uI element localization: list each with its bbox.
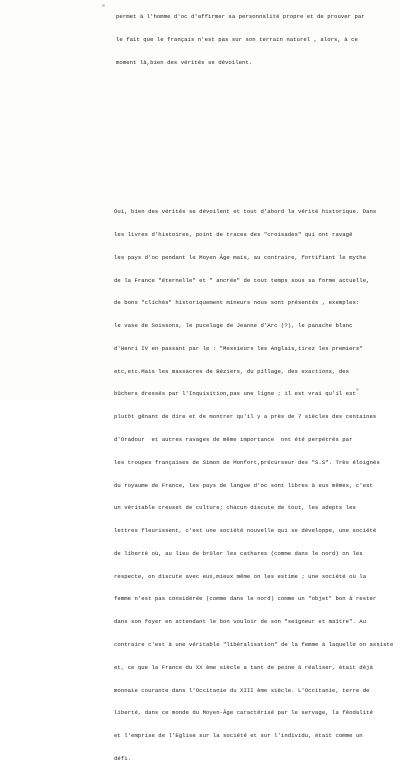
text-line: liberté, dans ce monde du Moyen-Âge caractérisé par le servage, la féodalité [114, 709, 373, 717]
text-line: plutôt gênant de dire et de montrer qu'il y a près de 7 siècles des centaines [114, 413, 377, 421]
text-line: Oui, bien des vérités se dévoilent et tout d'abord la vérité historique. Dans [114, 208, 377, 216]
text-line: d'Oradour et autres ravages de même importance ont été perpétrés par [114, 436, 353, 443]
text-line: moment là,bien des vérités se dévoilent. [116, 58, 253, 66]
text-line: de la France "éternelle" et " ancrée" de tout temps sous sa forme actuelle, [114, 276, 370, 284]
text-line: et l'emprise de l'Eglise sur la société et sur l'individu, était comme un [114, 732, 363, 740]
text-line: lettres fleurissent, c'est une société nouvelle qui se développe, une société [114, 527, 377, 535]
ink-smudge [102, 4, 105, 7]
text-line: les troupes françaises de Simon de Monfort,précurseur des "S.S". Très éloignés [114, 458, 380, 466]
top-paragraph [116, 0, 365, 82]
text-line: défi. [114, 754, 132, 762]
text-line: respecte, on discute avec eux,mieux même on les estime ; une société où la [114, 572, 367, 580]
text-line: etc,etc.Mais les massacres de Béziers, du pillage, des exactions, des [114, 367, 350, 375]
text-line: les pays d'oc pendant le Moyen Âge mais, au contraire, fortifiant le mythe [114, 253, 367, 261]
ink-smudge [356, 388, 359, 391]
text-line: contraire c'est à une véritable "libéralisation" de la femme à laquelle on assiste [114, 641, 394, 649]
text-line: de bons "clichés" historiquement mineurs nous sont présentés , exemples: [114, 299, 360, 307]
text-line: le vase de Soissons, le pucelage de Jeanne d'Arc (?), le panache blanc [114, 322, 353, 330]
text-line: dans son foyer en attendant le bon vouloir de son "seigneur et maître". Au [114, 618, 367, 626]
text-line: un véritable creuset de culture; chacun discute de tout, les adepts les [114, 504, 356, 512]
text-line: bûchers dressés par l'Inquisition,pas une ligne ; il est vrai qu'il est [114, 390, 356, 398]
text-line: les livres d'histoires, point de traces des "croisades" qui ont ravagé [114, 230, 353, 238]
main-paragraph [114, 193, 393, 778]
text-line: monnaie courante dans l'Occitanie du XIII ème siècle. L'Occitanie, terre de [114, 686, 370, 694]
text-line: de liberté où, au lieu de brûler les cathares (comme dans le nord) on les [114, 549, 363, 557]
text-line: d'Henri IV en passant par le : "Messieurs les Anglais,tirez les premiers" [114, 344, 363, 352]
text-line: du royaume de France, les pays de langue d'oc sont libres à eux mêmes, c'est [114, 481, 373, 489]
text-line: permet à l'homme d'oc d'affirmer sa personnalité propre et de prouver par [116, 13, 365, 21]
text-line: femme n'est pas considérée (comme dans le nord) comme un "objet" bon à rester [114, 595, 377, 603]
text-line: et, ce que la France du XX ème siècle a tant de peine à réaliser, était déjà [114, 663, 373, 671]
text-line: le fait que le français n'est pas sur son terrain naturel , alors, à ce [116, 35, 358, 43]
